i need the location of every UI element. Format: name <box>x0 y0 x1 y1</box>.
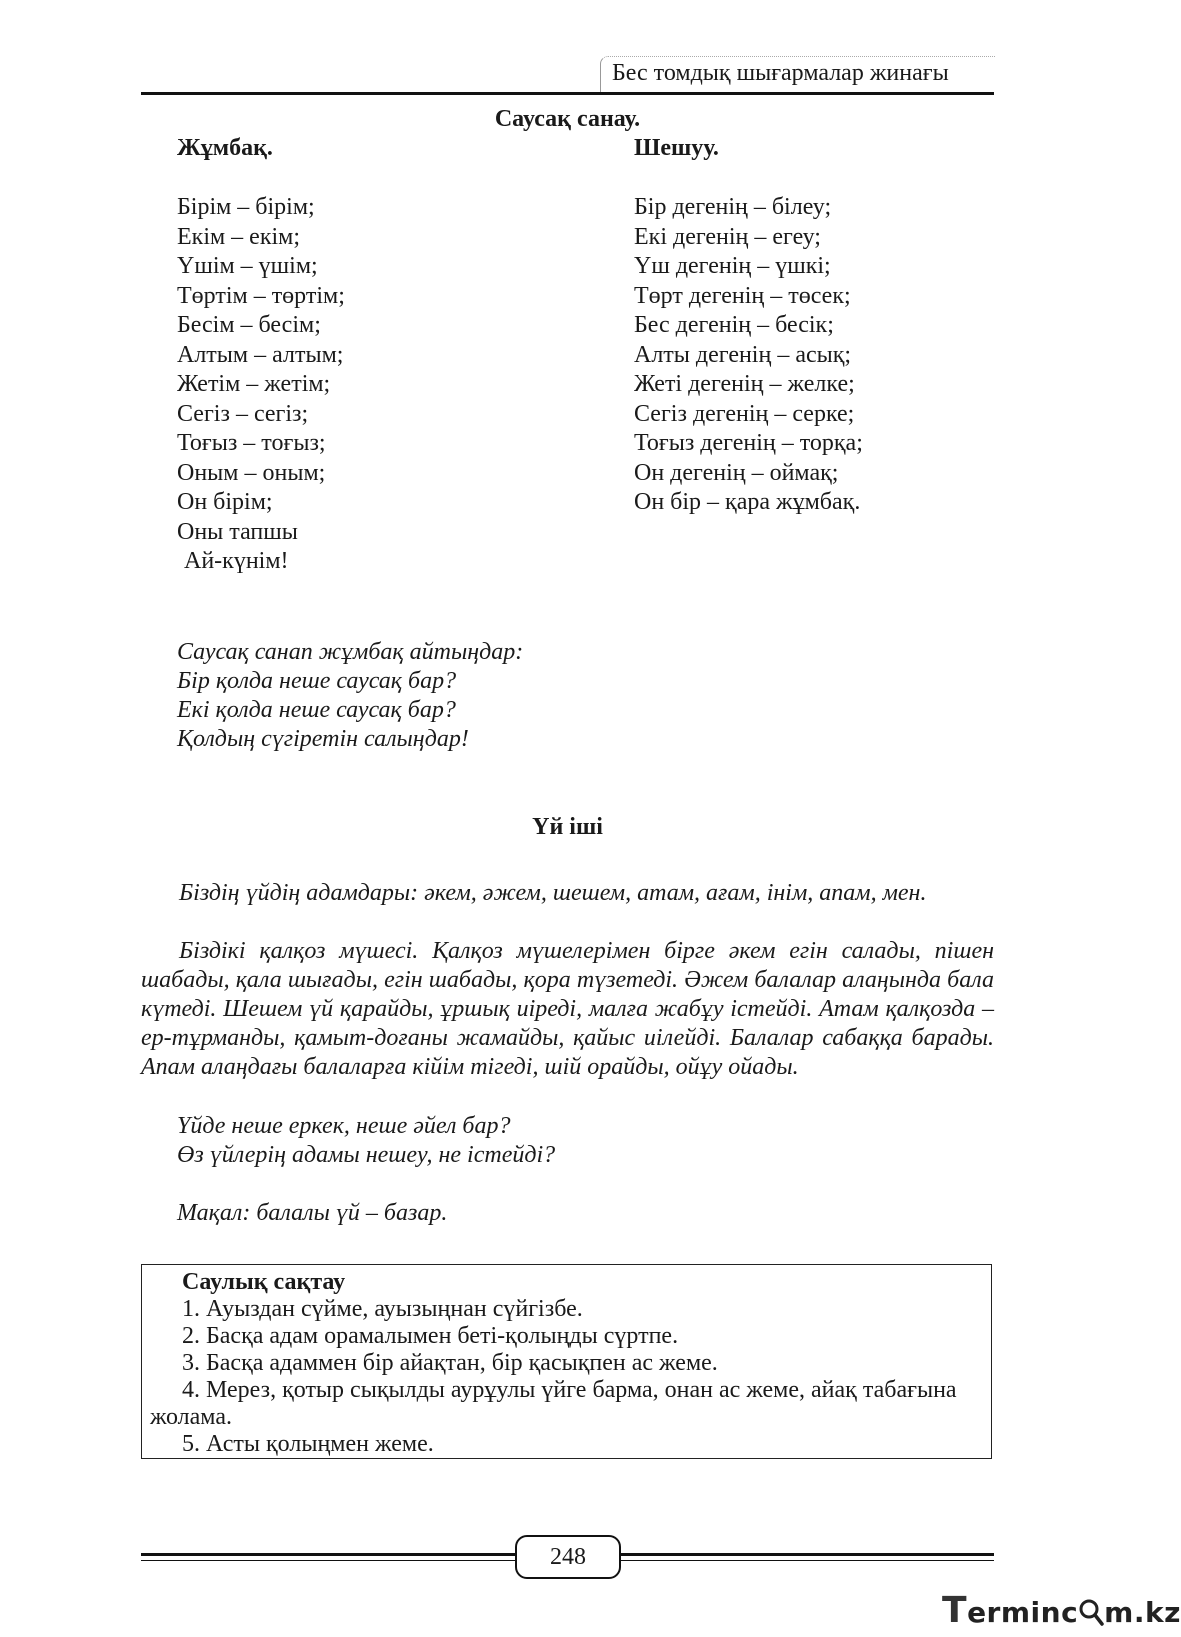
page-number: 248 <box>515 1535 621 1579</box>
riddle-line: Жетім – жетім; <box>177 371 331 397</box>
section-title-household: Үй іші <box>532 814 603 840</box>
riddle-line: Үшім – үшім; <box>177 253 318 279</box>
riddle-line: Тоғыз – тоғыз; <box>177 430 326 456</box>
header-rule <box>141 92 994 95</box>
riddle-line: Оным – оным; <box>177 459 326 486</box>
health-rule: 3. Басқа адаммен бір айақтан, бір қасықпен ас жеме. <box>182 1350 718 1376</box>
riddle-line: Он бірім; <box>177 489 273 515</box>
answer-line: Бес дегенің – бесік; <box>634 312 834 338</box>
answer-line: Екі дегенің – егеу; <box>634 223 821 250</box>
answer-line: Бір дегенің – білеу; <box>634 194 832 220</box>
chores-paragraph: Біздікі қалқоз мүшесі. Қалқоз мүшелерімен бірге әкем егін салады, пішен шабады, қала шығады, егін шабады, қора түзетеді. Әжем балалар алаңында бала күтеді. Шешем үй қарайды, ұршық иіреді, малға жабұу істейді. Атам қалқозда – ер-тұрманды, қамыт-доғаны жамайды, қайыс иілейді. Балалар сабаққа барады. Апам алаңдағы балаларға кійім тігеді, шій орайды, ойұу ойады. <box>141 938 994 1080</box>
task-line: Қолдың сүгіретін салыңдар! <box>177 726 469 752</box>
health-rule: 4. Мерез, қотыр сықылды аурұулы үйге барма, онан ас жеме, айақ табағына жолама. <box>150 1377 957 1430</box>
answer-line: Он дегенің – оймақ; <box>634 459 839 486</box>
answer-line: Он бір – қара жұмбақ. <box>634 489 861 515</box>
magnifier-icon <box>1078 1598 1104 1633</box>
riddle-line: Ай-күнім! <box>184 548 289 574</box>
answer-heading: Шешуу. <box>634 135 719 161</box>
health-rule: 5. Асты қолыңмен жеме. <box>182 1431 434 1457</box>
watermark-text: erminc <box>967 1596 1079 1629</box>
answer-line: Жеті дегенің – желке; <box>634 371 855 397</box>
household-questions <box>177 1112 555 1170</box>
riddle-line: Алтым – алтым; <box>177 341 344 368</box>
task-lines <box>177 638 523 754</box>
task-line: Бір қолда неше саусақ бар? <box>177 668 457 694</box>
family-paragraph: Біздің үйдің адамдары: әкем, әжем, шешем, атам, ағам, інім, апам, мен. <box>179 880 927 906</box>
watermark-logo <box>942 1590 1181 1633</box>
health-box-title: Саулық сақтау <box>182 1269 346 1295</box>
riddle-heading: Жұмбақ. <box>177 135 273 161</box>
answer-lines <box>634 193 863 518</box>
answer-line: Төрт дегенің – төсек; <box>634 282 851 309</box>
running-header-title: Бес томдық шығармалар жинағы <box>612 60 949 86</box>
question-line: Үйде неше еркек, неше әйел бар? <box>177 1113 511 1139</box>
proverb: Мақал: балалы үй – базар. <box>177 1200 448 1226</box>
answer-line: Алты дегенің – асық; <box>634 341 852 368</box>
riddle-lines <box>177 193 345 577</box>
answer-line: Үш дегенің – үшкі; <box>634 253 831 279</box>
answer-line: Сегіз дегенің – серке; <box>634 400 855 427</box>
question-line: Өз үйлерің адамы нешеу, не істейді? <box>177 1142 556 1168</box>
health-box <box>141 1264 992 1459</box>
riddle-line: Оны тапшы <box>177 518 298 545</box>
section-title-finger-counting: Саусақ санау. <box>494 106 641 132</box>
riddle-line: Екім – екім; <box>177 223 301 250</box>
health-rules-list <box>150 1296 980 1458</box>
riddle-line: Бірім – бірім; <box>177 194 315 220</box>
riddle-line: Сегіз – сегіз; <box>177 400 309 427</box>
riddle-line: Төртім – төртім; <box>177 282 345 309</box>
health-rule: 2. Басқа адам орамалымен беті-қолыңды сүртпе. <box>182 1323 679 1349</box>
health-rule: 1. Ауыздан сүйме, ауызыңнан сүйгізбе. <box>182 1296 583 1322</box>
task-line: Екі қолда неше саусақ бар? <box>177 697 456 723</box>
watermark-initial: T <box>942 1590 968 1631</box>
answer-line: Тоғыз дегенің – торқа; <box>634 430 863 456</box>
watermark-suffix: m.kz <box>1104 1596 1181 1629</box>
task-line: Саусақ санап жұмбақ айтыңдар: <box>177 639 524 665</box>
riddle-line: Бесім – бесім; <box>177 312 321 338</box>
